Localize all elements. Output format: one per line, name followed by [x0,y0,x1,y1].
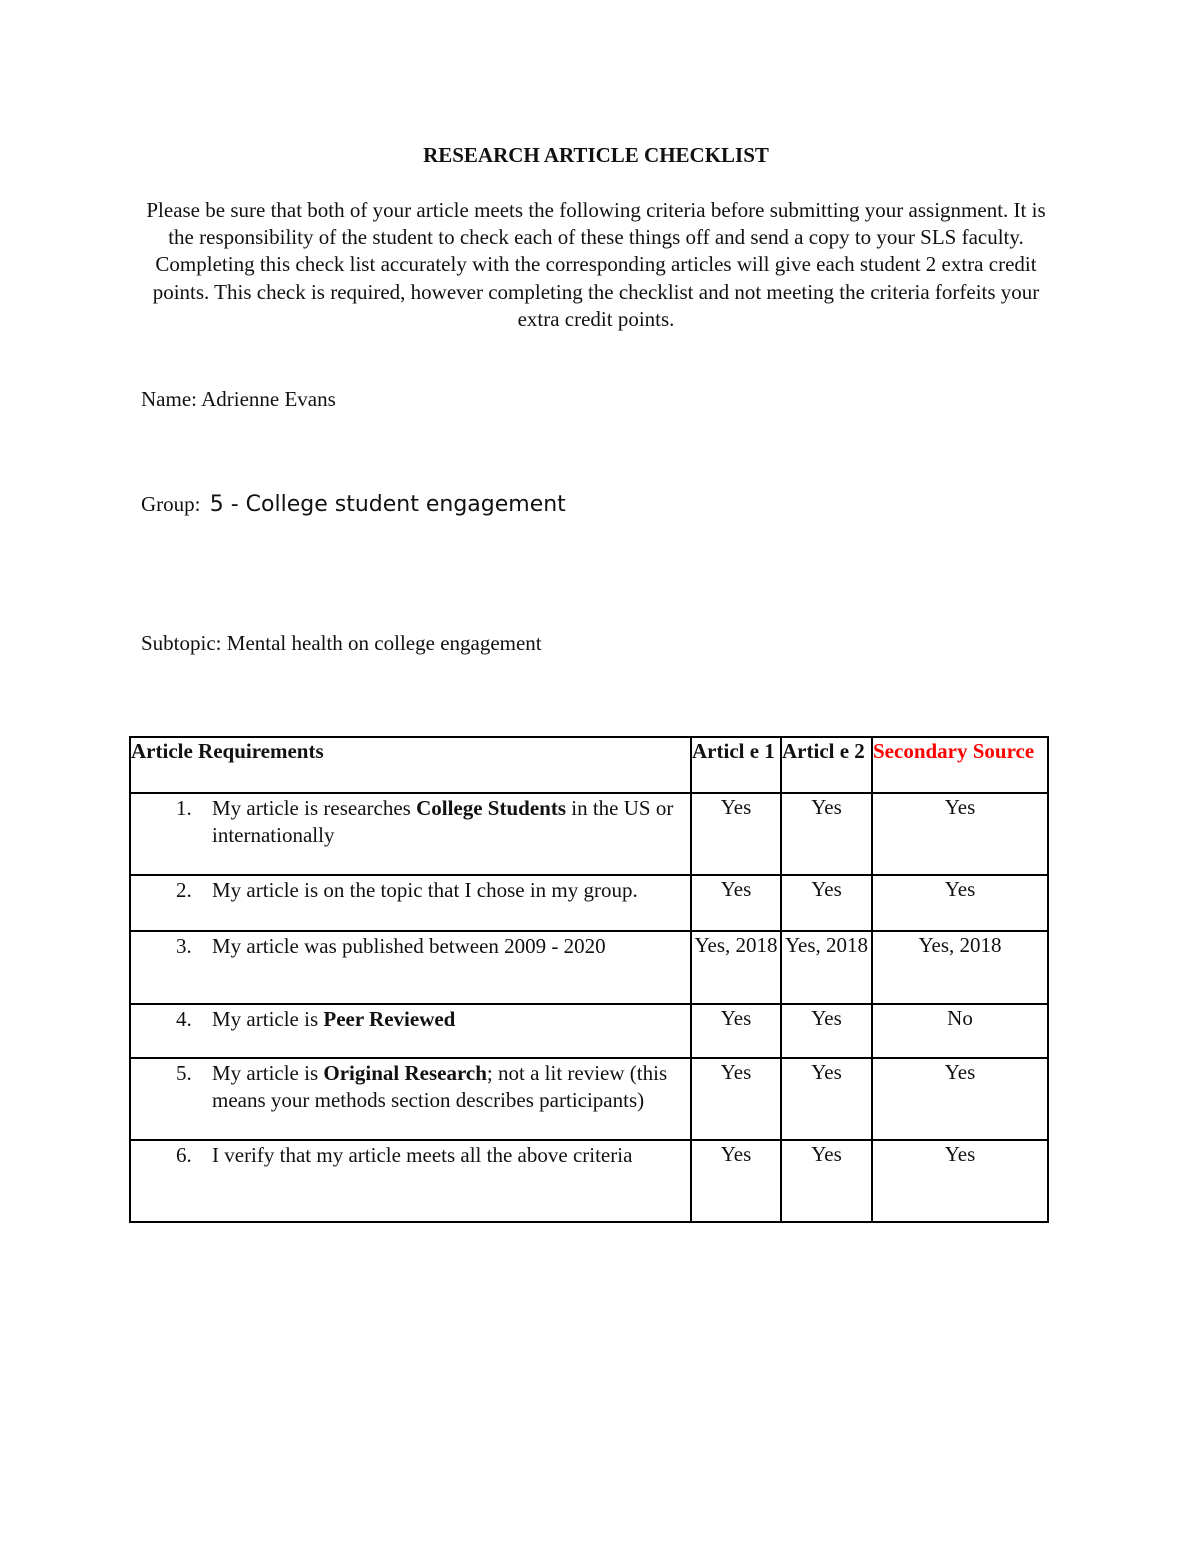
requirement-number: 5. [176,1061,192,1085]
requirement-number: 6. [176,1143,192,1167]
table-row [130,1058,1048,1140]
requirement-cell [130,1058,691,1140]
requirement-number: 3. [176,934,192,958]
requirement-cell [130,1004,691,1058]
name-value: Adrienne Evans [201,387,336,411]
requirement-number: 4. [176,1007,192,1031]
article-1-value: Yes, 2018 [691,931,781,1004]
requirement-text: My article was published between 2009 - 2020 [212,934,606,958]
document-title: RESEARCH ARTICLE CHECKLIST [423,143,769,167]
requirement-text: I verify that my article meets all the above criteria [212,1143,633,1167]
requirement-bold-text: Peer Reviewed [323,1007,456,1031]
table-row [130,793,1048,875]
requirement-text: My article is [212,1061,324,1085]
requirement-number: 1. [176,796,192,820]
subtopic-label: Subtopic: [141,631,222,655]
article-2-value: Yes [781,1004,872,1058]
secondary-source-value: Yes [872,875,1048,931]
secondary-source-value: Yes [872,1140,1048,1222]
subtopic-value: Mental health on college engagement [226,631,542,655]
requirement-cell [130,793,691,875]
header-article-requirements: Article Requirements [130,737,691,793]
article-1-value: Yes [691,1140,781,1222]
requirement-cell [130,1140,691,1222]
requirement-cell [130,931,691,1004]
article-2-value: Yes [781,1058,872,1140]
article-2-value: Yes [781,793,872,875]
requirement-number: 2. [176,878,192,902]
table-row [130,1004,1048,1058]
requirements-table [129,736,1049,1223]
header-article-2: Articl e 2 [781,737,872,793]
secondary-source-value: Yes, 2018 [872,931,1048,1004]
article-1-value: Yes [691,875,781,931]
requirement-text-end: ; not a lit review (this means your methods section describes participants) [212,1061,668,1112]
instructions-paragraph: Please be sure that both of your article meets the following criteria before submitting your assignment. It is the responsibility of the student to check each of these things off and send a copy to your SLS faculty. Completing this check list accurately with the corresponding articles will give each student 2 extra credit points. This check is required, however completing the checklist and not meeting the criteria forfeits your extra credit points. [146,198,1046,331]
article-2-value: Yes [781,875,872,931]
group-label: Group: [141,492,201,516]
table-row [130,1140,1048,1222]
requirement-text: My article is on the topic that I chose in my group. [212,878,638,902]
article-2-value: Yes [781,1140,872,1222]
secondary-source-value: Yes [872,1058,1048,1140]
header-secondary-source: Secondary Source [872,737,1048,793]
requirement-text: My article is [212,1007,324,1031]
article-1-value: Yes [691,1058,781,1140]
group-value: 5 - College student engagement [209,492,566,517]
group-field [141,492,566,517]
requirement-text-end: in the US or internationally [212,796,674,847]
article-1-value: Yes [691,1004,781,1058]
subtopic-field [141,631,542,656]
name-label: Name: [141,387,197,411]
requirement-cell [130,875,691,931]
requirement-text: My article is researches [212,796,417,820]
secondary-source-value: Yes [872,793,1048,875]
table-header-row [130,737,1048,793]
article-1-value: Yes [691,793,781,875]
header-article-1: Articl e 1 [691,737,781,793]
article-2-value: Yes, 2018 [781,931,872,1004]
name-field [141,387,336,412]
table-row [130,875,1048,931]
secondary-source-value: No [872,1004,1048,1058]
requirement-bold-text: Original Research [323,1061,487,1085]
requirement-bold-text: College Students [416,796,567,820]
table-row [130,931,1048,1004]
